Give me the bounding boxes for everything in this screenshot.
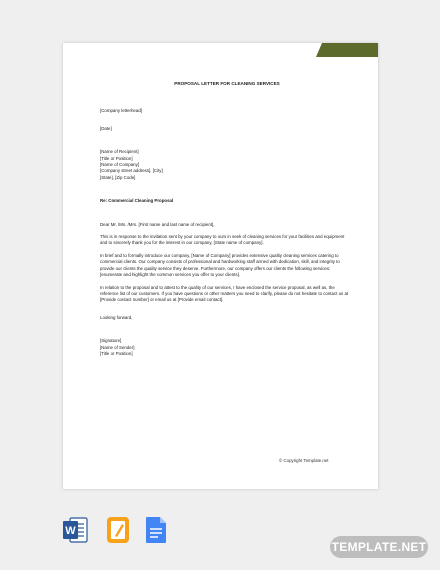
copyright-notice: © Copyright Template.net xyxy=(279,458,329,463)
letter-body xyxy=(100,81,350,357)
signature-line: [Signature] xyxy=(100,338,122,344)
recipient-line: [Name of Company] xyxy=(100,162,140,168)
paragraph: This is in response to the invitation sent by your company to ours in seek of cleaning services for your facilities and equipment and to sincerely thank you for the interest in our company, [State name of company]. xyxy=(100,234,345,246)
document-title: PROPOSAL LETTER FOR CLEANING SERVICES xyxy=(174,81,280,86)
signature-line: [Name of Sender] xyxy=(100,344,135,350)
subject-line: Re: Commercial Cleaning Proposal xyxy=(100,198,174,204)
svg-text:W: W xyxy=(65,525,76,537)
letterhead: [Company letterhead] xyxy=(100,108,142,114)
recipient-line: [Name of Recipient] xyxy=(100,149,139,155)
recipient-line: [State], [Zip Code] xyxy=(100,174,136,180)
paragraph: In relation to the proposal and to attest to the quality of our services, I have enclosed the service proposal, as well as, the reference list of our customers. If you have questions or other matters you need to clarify, please do not hesitate to contact us at [Provide contact number] or email us at [Provide email contact]. xyxy=(100,284,349,303)
closing: Looking forward, xyxy=(100,314,133,320)
word-icon[interactable] xyxy=(62,516,88,549)
date: [Date] xyxy=(100,125,112,131)
corner-ribbon xyxy=(316,43,378,57)
paragraph: In brief and to formally introduce our company, [Name of Company] provides extensive quality cleaning services catering to commercial clients. Our company consists of professional and hardworking staff armed with dedication, skill, and integrity to provide our clients the quality service they deserve. Furthermore, our company offers our clients the following services: [enumerate and highlight the common services you offer to your clients]. xyxy=(100,252,340,278)
pages-icon[interactable] xyxy=(106,516,130,549)
salutation: Dear Mr. /Ms. /Mrs. [First name and last name of recipient], xyxy=(100,221,215,227)
document-page xyxy=(63,43,378,489)
signature-line: [Title or Position] xyxy=(100,350,133,356)
template-net-badge[interactable]: TEMPLATE.NET xyxy=(330,536,428,558)
recipient-line: [Title or Position] xyxy=(100,155,133,161)
recipient-line: [Company street address], [City] xyxy=(100,168,163,174)
google-docs-icon[interactable] xyxy=(145,516,167,549)
